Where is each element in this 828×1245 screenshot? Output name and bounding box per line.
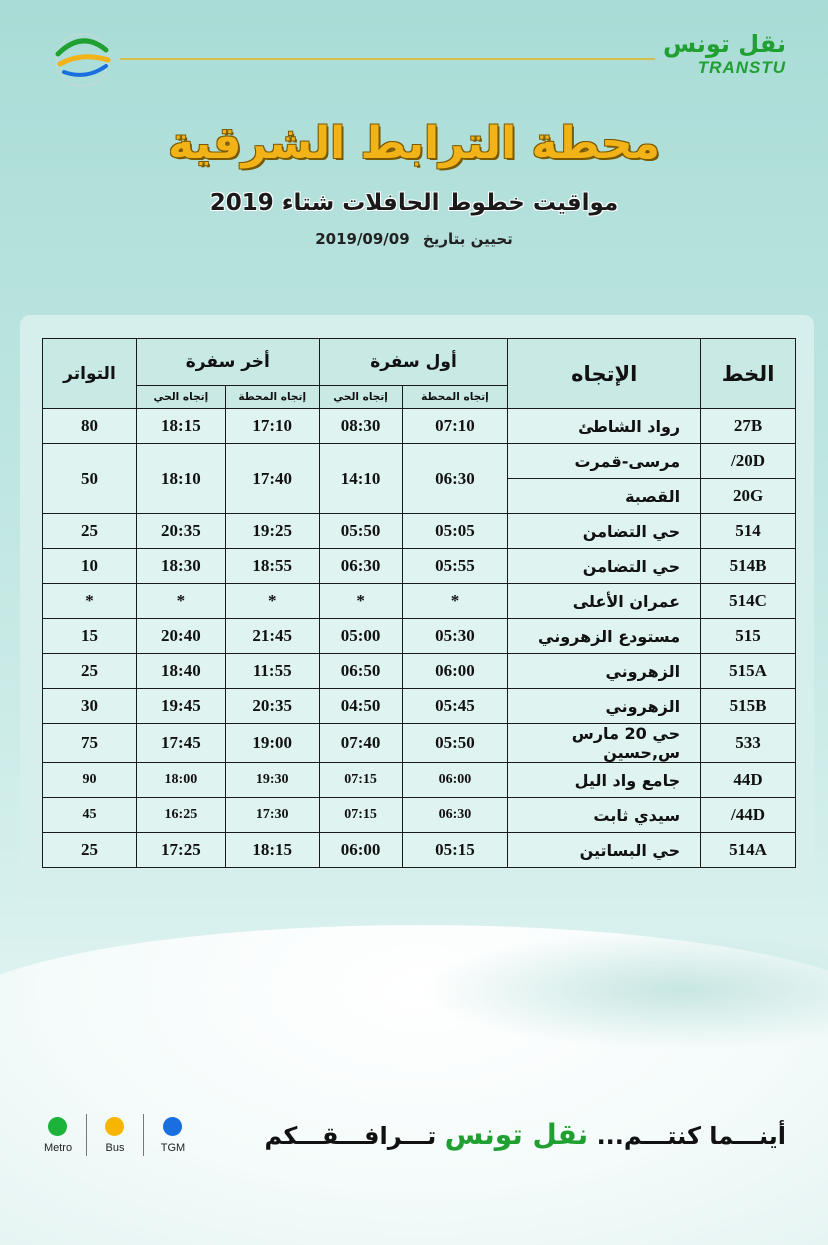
first-to-district: 06:00 (319, 833, 402, 868)
frequency: 75 (43, 724, 137, 763)
first-to-district: 08:30 (319, 409, 402, 444)
last-to-district: 19:45 (136, 689, 225, 724)
update-date-line (0, 230, 828, 248)
first-to-station: 06:30 (402, 444, 508, 514)
first-to-district: 06:50 (319, 654, 402, 689)
line-code: 515A (701, 654, 796, 689)
first-to-station: 06:00 (402, 654, 508, 689)
frequency: 25 (43, 654, 137, 689)
last-to-station: 17:10 (225, 409, 319, 444)
first-to-station: 05:55 (402, 549, 508, 584)
table-row (43, 798, 796, 833)
header-last-to-district: إتجاه الحي (136, 386, 225, 409)
table-row (43, 444, 796, 479)
last-to-station: 18:15 (225, 833, 319, 868)
first-to-district: 07:15 (319, 798, 402, 833)
last-to-station: 18:55 (225, 549, 319, 584)
metro-label: Metro (43, 1142, 73, 1154)
frequency: 90 (43, 763, 137, 798)
frequency: 80 (43, 409, 137, 444)
header-last-to-station: إتجاه المحطة (225, 386, 319, 409)
last-to-station: 21:45 (225, 619, 319, 654)
header-direction: الإتجاه (508, 339, 701, 409)
frequency: 10 (43, 549, 137, 584)
line-code: 514C (701, 584, 796, 619)
bus-dot-icon (105, 1117, 124, 1136)
last-to-district: 17:25 (136, 833, 225, 868)
table-row (43, 654, 796, 689)
page-title: محطة الترابط الشرقية (168, 118, 660, 169)
table-row (43, 763, 796, 798)
first-to-station: 06:30 (402, 798, 508, 833)
line-code: 27B (701, 409, 796, 444)
direction-name: مستودع الزهروني (508, 619, 701, 654)
line-code: 20D/ (701, 444, 796, 479)
last-to-district: 20:40 (136, 619, 225, 654)
table-row (43, 584, 796, 619)
last-to-station: * (225, 584, 319, 619)
first-to-station: 05:30 (402, 619, 508, 654)
direction-name: سيدي ثابت (508, 798, 701, 833)
header-divider (120, 58, 655, 60)
last-to-district: 18:40 (136, 654, 225, 689)
last-to-station: 11:55 (225, 654, 319, 689)
first-to-station: 06:00 (402, 763, 508, 798)
line-code: 514 (701, 514, 796, 549)
first-to-district: * (319, 584, 402, 619)
last-to-station: 20:35 (225, 689, 319, 724)
legend-divider (86, 1114, 87, 1156)
table-row (43, 549, 796, 584)
frequency: 45 (43, 798, 137, 833)
table-row (43, 724, 796, 763)
line-code: 20G (701, 479, 796, 514)
timetable (42, 338, 796, 868)
frequency: 50 (43, 444, 137, 514)
last-to-district: 18:30 (136, 549, 225, 584)
direction-name: مرسى-قمرت (508, 444, 701, 479)
direction-name: عمران الأعلى (508, 584, 701, 619)
direction-name: جامع واد اليل (508, 763, 701, 798)
first-to-station: 05:50 (402, 724, 508, 763)
first-to-station: 05:45 (402, 689, 508, 724)
direction-name: حي 20 مارس س,حسين (508, 724, 701, 763)
table-row (43, 619, 796, 654)
first-to-station: * (402, 584, 508, 619)
header-last-trip: أخر سفرة (136, 339, 319, 386)
last-to-station: 19:30 (225, 763, 319, 798)
direction-name: رواد الشاطئ (508, 409, 701, 444)
last-to-district: * (136, 584, 225, 619)
last-to-district: 18:10 (136, 444, 225, 514)
frequency: * (43, 584, 137, 619)
first-to-station: 05:15 (402, 833, 508, 868)
tgm-dot-icon (163, 1117, 182, 1136)
frequency: 15 (43, 619, 137, 654)
last-to-station: 17:30 (225, 798, 319, 833)
last-to-district: 16:25 (136, 798, 225, 833)
header-first-to-district: إتجاه الحي (319, 386, 402, 409)
page-subtitle: مواقيت خطوط الحافلات شتاء 2019 (209, 190, 619, 216)
brand-arabic: نقل تونس (662, 30, 786, 58)
table-row (43, 689, 796, 724)
last-to-district: 17:45 (136, 724, 225, 763)
direction-name: الزهروني (508, 689, 701, 724)
direction-name: حي التضامن (508, 514, 701, 549)
header-first-trip: أول سفرة (319, 339, 508, 386)
frequency: 25 (43, 514, 137, 549)
table-row (43, 409, 796, 444)
direction-name: حي التضامن (508, 549, 701, 584)
line-code: 44D/ (701, 798, 796, 833)
slogan-start: أينـــما كنتـــم... (596, 1122, 786, 1150)
first-to-district: 05:00 (319, 619, 402, 654)
direction-name: حي البساتين (508, 833, 701, 868)
header-frequency: التواتر (43, 339, 137, 409)
last-to-station: 17:40 (225, 444, 319, 514)
update-label: تحيين بتاريخ (422, 230, 513, 248)
frequency: 30 (43, 689, 137, 724)
header-first-to-station: إتجاه المحطة (402, 386, 508, 409)
line-code: 515 (701, 619, 796, 654)
first-to-district: 04:50 (319, 689, 402, 724)
line-code: 44D (701, 763, 796, 798)
header-line: الخط (701, 339, 796, 409)
first-to-station: 07:10 (402, 409, 508, 444)
line-code: 515B (701, 689, 796, 724)
table-row (43, 833, 796, 868)
first-to-district: 05:50 (319, 514, 402, 549)
last-to-station: 19:25 (225, 514, 319, 549)
first-to-district: 07:15 (319, 763, 402, 798)
slogan-brand: نقل تونس (444, 1118, 589, 1151)
frequency: 25 (43, 833, 137, 868)
tgm-label: TGM (160, 1142, 186, 1154)
brand-latin: TRANSTU (697, 58, 786, 77)
direction-name: القصبة (508, 479, 701, 514)
line-code: 514A (701, 833, 796, 868)
first-to-district: 14:10 (319, 444, 402, 514)
slogan-end: تـــرافـــقـــكم (264, 1122, 437, 1150)
line-code: 514B (701, 549, 796, 584)
footer-slogan (265, 1118, 787, 1151)
last-to-station: 19:00 (225, 724, 319, 763)
first-to-district: 06:30 (319, 549, 402, 584)
table-row (43, 514, 796, 549)
last-to-district: 18:00 (136, 763, 225, 798)
first-to-station: 05:05 (402, 514, 508, 549)
transtu-logo-icon (52, 30, 112, 90)
last-to-district: 20:35 (136, 514, 225, 549)
bus-label: Bus (105, 1142, 125, 1154)
last-to-district: 18:15 (136, 409, 225, 444)
metro-dot-icon (48, 1117, 67, 1136)
line-code: 533 (701, 724, 796, 763)
legend-divider (143, 1114, 144, 1156)
first-to-district: 07:40 (319, 724, 402, 763)
direction-name: الزهروني (508, 654, 701, 689)
update-date: 2019/09/09 (315, 230, 410, 248)
